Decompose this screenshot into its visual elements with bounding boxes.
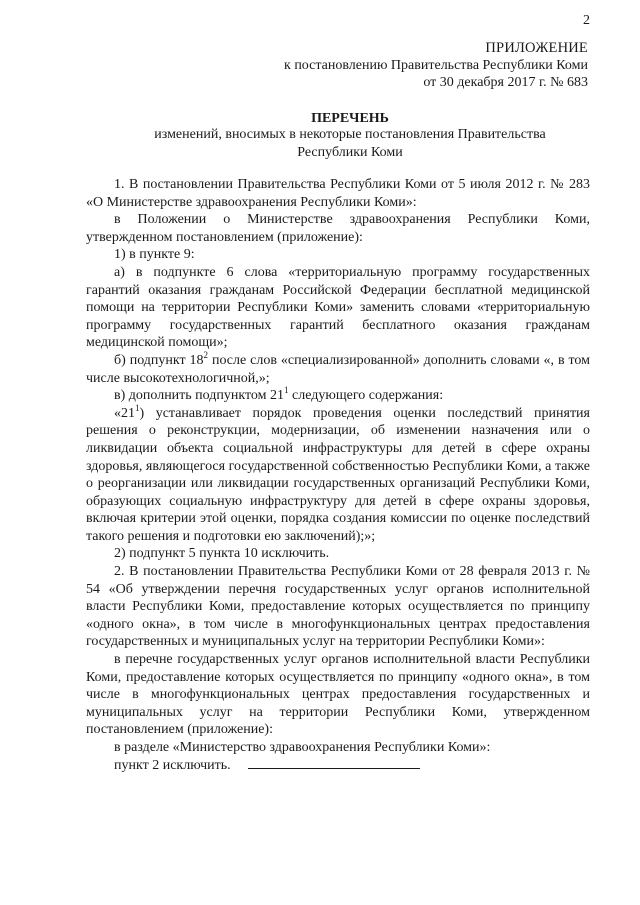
paragraph-6 bbox=[86, 387, 590, 405]
subtitle-line-1: изменений, вносимых в некоторые постановления Правительства bbox=[154, 127, 546, 142]
paragraph-2: в Положении о Министерстве здравоохранения Республики Коми, утвержденном постановлением (приложение): bbox=[86, 212, 590, 245]
paragraph-1: 1. В постановлении Правительства Республики Коми от 5 июля 2012 г. № 283 «О Министерстве здравоохранения Республики Коми»: bbox=[86, 177, 590, 210]
closing-rule bbox=[248, 768, 420, 769]
paragraph-5-part-a: б) подпункт 18 bbox=[114, 352, 204, 368]
paragraph-3: 1) в пункте 9: bbox=[114, 247, 195, 263]
paragraph-7-part-b: ) устанавливает порядок проведения оценки последствий принятия решения о реконструкции, модернизации, об изменении назначения или о ликвидации объекта социальной инфраструктуры для детей в сфере охраны здоровья, являющегося государственной собственностью Республики Коми, а также о реорганизации или ликвидации государственных организаций Республики Коми, образующих социальную инфраструктуру для детей в сфере охраны здоровья, включая критерии этой оценки, порядка создания комиссии по оценке последствий такого решения и подготовки ею заключений);»; bbox=[86, 405, 590, 544]
paragraph-9: 2. В постановлении Правительства Республики Коми от 28 февраля 2013 г. № 54 «Об утверждении перечня государственных услуг органов исполнительной власти Республики Коми, предоставление которых осуществляется по принципу «одного окна», в том числе в многофункциональных центрах предоставления государственных и муниципальных услуг на территории Республики Коми»: bbox=[86, 564, 590, 650]
paragraph-12: пункт 2 исключить. bbox=[114, 757, 231, 773]
paragraph-5 bbox=[86, 349, 591, 387]
superscript: 1 bbox=[284, 385, 289, 396]
paragraph-6-part-a: в) дополнить подпунктом 21 bbox=[114, 388, 285, 404]
paragraph-4: а) в подпункте 6 слова «территориальную программу государственных гарантий оказания гражданам Российской Федерации бесплатной медицинской помощи на территории Республики Коми» заменить словами «территориальную программу государственных гарантий бесплатного оказания гражданам медицинской помощи»; bbox=[86, 264, 590, 351]
superscript: 1 bbox=[135, 402, 140, 413]
appendix-block bbox=[284, 40, 588, 91]
document-subtitle bbox=[60, 126, 640, 162]
paragraph-10: в перечне государственных услуг органов исполнительной власти Республики Коми, предоставление которых осуществляется по принципу «одного окна», в том числе в многофункциональных центрах предоставления государственных и муниципальных услуг на территории Республики Коми, утвержденном постановлением (приложение): bbox=[86, 652, 590, 738]
appendix-reference: к постановлению Правительства Республики Коми bbox=[284, 58, 588, 73]
document-body bbox=[86, 176, 590, 774]
paragraph-7 bbox=[86, 402, 590, 546]
paragraph-5-part-b: после слов «специализированной» дополнить словами «, в том числе высокотехнологичной,»; bbox=[86, 352, 591, 386]
document-title: ПЕРЕЧЕНЬ bbox=[311, 111, 389, 126]
appendix-heading: ПРИЛОЖЕНИЕ bbox=[485, 40, 588, 56]
paragraph-7-part-a: «21 bbox=[114, 405, 135, 421]
paragraph-8: 2) подпункт 5 пункта 10 исключить. bbox=[114, 546, 330, 562]
superscript: 2 bbox=[203, 349, 209, 360]
appendix-date: от 30 декабря 2017 г. № 683 bbox=[423, 75, 588, 90]
subtitle-line-2: Республики Коми bbox=[297, 145, 403, 160]
paragraph-11: в разделе «Министерство здравоохранения Республики Коми»: bbox=[114, 740, 491, 755]
page-number: 2 bbox=[583, 13, 590, 28]
paragraph-6-part-b: следующего содержания: bbox=[288, 388, 444, 404]
